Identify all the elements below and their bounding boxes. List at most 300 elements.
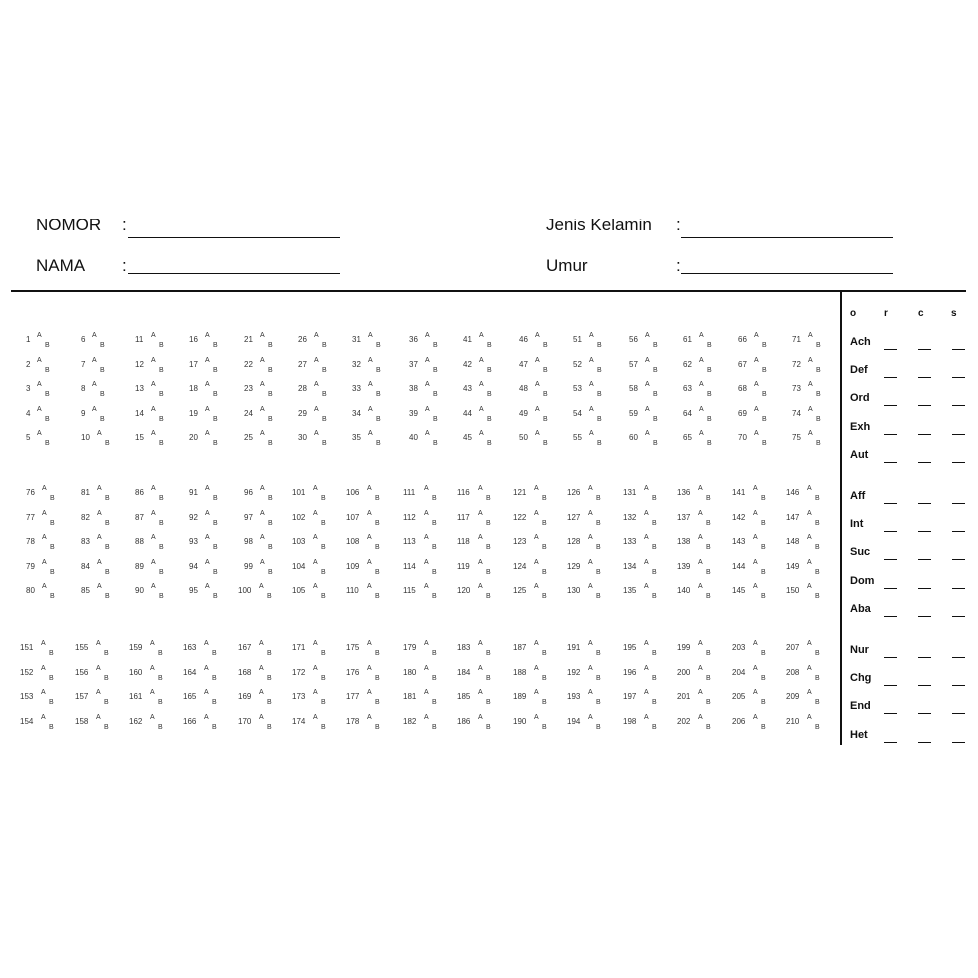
option-b[interactable]: B — [762, 342, 767, 349]
score-blank[interactable] — [918, 657, 931, 658]
option-b[interactable]: B — [432, 519, 437, 527]
option-a[interactable]: A — [425, 430, 430, 437]
option-a[interactable]: A — [260, 405, 265, 413]
option-a[interactable]: A — [424, 485, 429, 492]
score-blank[interactable] — [884, 713, 897, 714]
option-b[interactable]: B — [652, 568, 657, 576]
score-blank[interactable] — [952, 616, 965, 617]
score-blank[interactable] — [884, 503, 897, 504]
option-a[interactable]: A — [808, 381, 813, 388]
option-a[interactable]: A — [478, 509, 483, 517]
option-b[interactable]: B — [322, 366, 327, 374]
option-a[interactable]: A — [205, 332, 210, 339]
score-blank[interactable] — [884, 559, 897, 560]
option-a[interactable]: A — [645, 332, 650, 339]
option-b[interactable]: B — [159, 440, 164, 447]
option-a[interactable]: A — [92, 332, 97, 339]
option-b[interactable]: B — [268, 366, 273, 374]
option-b[interactable]: B — [158, 674, 163, 682]
option-a[interactable]: A — [644, 713, 649, 721]
option-b[interactable]: B — [159, 593, 164, 600]
option-b[interactable]: B — [375, 723, 380, 731]
option-b[interactable]: B — [596, 650, 601, 657]
option-b[interactable]: B — [542, 495, 547, 502]
option-b[interactable]: B — [268, 391, 273, 398]
score-blank[interactable] — [952, 434, 965, 435]
option-b[interactable]: B — [100, 366, 105, 374]
option-a[interactable]: A — [151, 356, 156, 364]
option-b[interactable]: B — [375, 650, 380, 657]
option-a[interactable]: A — [259, 640, 264, 647]
option-b[interactable]: B — [104, 674, 109, 682]
option-a[interactable]: A — [151, 509, 156, 517]
option-b[interactable]: B — [816, 415, 821, 423]
option-a[interactable]: A — [644, 509, 649, 517]
option-a[interactable]: A — [259, 689, 264, 696]
option-b[interactable]: B — [50, 593, 55, 600]
option-b[interactable]: B — [376, 440, 381, 447]
option-b[interactable]: B — [45, 415, 50, 423]
option-b[interactable]: B — [50, 544, 55, 551]
score-blank[interactable] — [884, 462, 897, 463]
option-a[interactable]: A — [754, 356, 759, 364]
option-a[interactable]: A — [479, 430, 484, 437]
option-b[interactable]: B — [375, 568, 380, 576]
option-a[interactable]: A — [204, 713, 209, 721]
option-b[interactable]: B — [45, 440, 50, 447]
option-a[interactable]: A — [807, 664, 812, 672]
option-a[interactable]: A — [368, 332, 373, 339]
option-a[interactable]: A — [205, 583, 210, 590]
option-b[interactable]: B — [597, 366, 602, 374]
option-b[interactable]: B — [596, 593, 601, 600]
option-a[interactable]: A — [204, 689, 209, 696]
option-b[interactable]: B — [706, 723, 711, 731]
option-a[interactable]: A — [150, 713, 155, 721]
option-a[interactable]: A — [260, 485, 265, 492]
option-a[interactable]: A — [150, 689, 155, 696]
option-b[interactable]: B — [321, 593, 326, 600]
option-b[interactable]: B — [542, 699, 547, 706]
score-blank[interactable] — [952, 588, 965, 589]
option-b[interactable]: B — [652, 650, 657, 657]
option-b[interactable]: B — [268, 495, 273, 502]
option-b[interactable]: B — [543, 391, 548, 398]
option-a[interactable]: A — [754, 381, 759, 388]
option-a[interactable]: A — [589, 405, 594, 413]
option-b[interactable]: B — [487, 342, 492, 349]
option-a[interactable]: A — [644, 640, 649, 647]
option-b[interactable]: B — [104, 699, 109, 706]
option-b[interactable]: B — [322, 342, 327, 349]
option-b[interactable]: B — [815, 699, 820, 706]
option-a[interactable]: A — [478, 583, 483, 590]
option-b[interactable]: B — [761, 544, 766, 551]
option-b[interactable]: B — [375, 544, 380, 551]
option-a[interactable]: A — [314, 381, 319, 388]
option-a[interactable]: A — [754, 430, 759, 437]
score-blank[interactable] — [918, 405, 931, 406]
option-b[interactable]: B — [433, 391, 438, 398]
option-b[interactable]: B — [487, 391, 492, 398]
score-blank[interactable] — [918, 503, 931, 504]
option-b[interactable]: B — [543, 440, 548, 447]
option-a[interactable]: A — [151, 583, 156, 590]
option-a[interactable]: A — [42, 583, 47, 590]
option-a[interactable]: A — [753, 664, 758, 672]
option-b[interactable]: B — [432, 699, 437, 706]
option-a[interactable]: A — [479, 332, 484, 339]
option-b[interactable]: B — [158, 699, 163, 706]
score-blank[interactable] — [952, 685, 965, 686]
option-a[interactable]: A — [92, 381, 97, 388]
option-a[interactable]: A — [698, 713, 703, 721]
option-a[interactable]: A — [367, 485, 372, 492]
option-a[interactable]: A — [807, 485, 812, 492]
option-a[interactable]: A — [368, 381, 373, 388]
option-a[interactable]: A — [37, 430, 42, 437]
option-b[interactable]: B — [542, 519, 547, 527]
option-b[interactable]: B — [433, 342, 438, 349]
score-blank[interactable] — [884, 349, 897, 350]
option-b[interactable]: B — [653, 415, 658, 423]
option-b[interactable]: B — [543, 415, 548, 423]
option-b[interactable]: B — [321, 650, 326, 657]
option-b[interactable]: B — [376, 342, 381, 349]
option-a[interactable]: A — [97, 509, 102, 517]
score-blank[interactable] — [952, 462, 965, 463]
option-b[interactable]: B — [49, 723, 54, 731]
option-a[interactable]: A — [534, 558, 539, 566]
option-a[interactable]: A — [807, 583, 812, 590]
option-a[interactable]: A — [807, 534, 812, 541]
option-b[interactable]: B — [761, 650, 766, 657]
option-a[interactable]: A — [699, 430, 704, 437]
option-a[interactable]: A — [41, 689, 46, 696]
option-a[interactable]: A — [479, 405, 484, 413]
score-blank[interactable] — [918, 462, 931, 463]
option-b[interactable]: B — [213, 568, 218, 576]
option-b[interactable]: B — [816, 366, 821, 374]
option-a[interactable]: A — [205, 485, 210, 492]
option-a[interactable]: A — [808, 356, 813, 364]
score-blank[interactable] — [884, 434, 897, 435]
option-a[interactable]: A — [368, 430, 373, 437]
option-a[interactable]: A — [588, 664, 593, 672]
option-b[interactable]: B — [45, 391, 50, 398]
option-b[interactable]: B — [376, 391, 381, 398]
option-b[interactable]: B — [761, 674, 766, 682]
option-a[interactable]: A — [367, 558, 372, 566]
option-b[interactable]: B — [706, 519, 711, 527]
score-blank[interactable] — [884, 588, 897, 589]
option-a[interactable]: A — [205, 381, 210, 388]
option-b[interactable]: B — [433, 415, 438, 423]
option-b[interactable]: B — [486, 674, 491, 682]
option-a[interactable]: A — [260, 558, 265, 566]
score-blank[interactable] — [884, 377, 897, 378]
option-a[interactable]: A — [260, 534, 265, 541]
score-blank[interactable] — [952, 657, 965, 658]
option-b[interactable]: B — [268, 544, 273, 551]
option-a[interactable]: A — [97, 558, 102, 566]
option-a[interactable]: A — [478, 640, 483, 647]
option-a[interactable]: A — [644, 485, 649, 492]
option-a[interactable]: A — [425, 405, 430, 413]
score-blank[interactable] — [952, 559, 965, 560]
option-b[interactable]: B — [706, 699, 711, 706]
option-b[interactable]: B — [652, 544, 657, 551]
option-a[interactable]: A — [698, 640, 703, 647]
option-a[interactable]: A — [535, 332, 540, 339]
option-b[interactable]: B — [597, 342, 602, 349]
option-b[interactable]: B — [321, 568, 326, 576]
option-b[interactable]: B — [761, 723, 766, 731]
option-a[interactable]: A — [645, 405, 650, 413]
score-blank[interactable] — [918, 742, 931, 743]
option-b[interactable]: B — [213, 495, 218, 502]
option-a[interactable]: A — [367, 509, 372, 517]
option-a[interactable]: A — [807, 713, 812, 721]
score-blank[interactable] — [952, 503, 965, 504]
option-b[interactable]: B — [652, 519, 657, 527]
option-b[interactable]: B — [375, 593, 380, 600]
option-a[interactable]: A — [42, 509, 47, 517]
score-blank[interactable] — [884, 616, 897, 617]
option-a[interactable]: A — [534, 583, 539, 590]
option-b[interactable]: B — [267, 674, 272, 682]
option-b[interactable]: B — [105, 544, 110, 551]
option-a[interactable]: A — [42, 534, 47, 541]
option-b[interactable]: B — [45, 342, 50, 349]
option-b[interactable]: B — [543, 366, 548, 374]
option-a[interactable]: A — [534, 689, 539, 696]
option-b[interactable]: B — [159, 495, 164, 502]
option-a[interactable]: A — [807, 509, 812, 517]
option-b[interactable]: B — [486, 699, 491, 706]
option-a[interactable]: A — [151, 405, 156, 413]
option-b[interactable]: B — [268, 342, 273, 349]
option-a[interactable]: A — [589, 430, 594, 437]
option-a[interactable]: A — [313, 640, 318, 647]
option-b[interactable]: B — [159, 342, 164, 349]
option-b[interactable]: B — [486, 519, 491, 527]
option-b[interactable]: B — [321, 544, 326, 551]
option-a[interactable]: A — [37, 405, 42, 413]
option-a[interactable]: A — [41, 640, 46, 647]
option-a[interactable]: A — [424, 583, 429, 590]
option-a[interactable]: A — [753, 689, 758, 696]
option-b[interactable]: B — [433, 366, 438, 374]
option-b[interactable]: B — [486, 568, 491, 576]
option-a[interactable]: A — [205, 405, 210, 413]
option-b[interactable]: B — [213, 391, 218, 398]
option-a[interactable]: A — [478, 558, 483, 566]
option-a[interactable]: A — [424, 664, 429, 672]
option-a[interactable]: A — [698, 664, 703, 672]
option-b[interactable]: B — [706, 568, 711, 576]
option-a[interactable]: A — [534, 485, 539, 492]
score-blank[interactable] — [918, 685, 931, 686]
option-a[interactable]: A — [698, 689, 703, 696]
option-a[interactable]: A — [313, 534, 318, 541]
option-b[interactable]: B — [652, 674, 657, 682]
option-b[interactable]: B — [486, 723, 491, 731]
option-a[interactable]: A — [259, 713, 264, 721]
option-a[interactable]: A — [807, 640, 812, 647]
option-a[interactable]: A — [37, 332, 42, 339]
option-a[interactable]: A — [367, 713, 372, 721]
score-blank[interactable] — [918, 531, 931, 532]
option-a[interactable]: A — [478, 689, 483, 696]
option-b[interactable]: B — [653, 342, 658, 349]
option-a[interactable]: A — [97, 534, 102, 541]
option-b[interactable]: B — [268, 415, 273, 423]
option-a[interactable]: A — [367, 583, 372, 590]
option-a[interactable]: A — [204, 640, 209, 647]
option-a[interactable]: A — [589, 381, 594, 388]
option-a[interactable]: A — [808, 430, 813, 437]
option-a[interactable]: A — [588, 689, 593, 696]
option-a[interactable]: A — [588, 509, 593, 517]
option-b[interactable]: B — [815, 495, 820, 502]
option-b[interactable]: B — [100, 391, 105, 398]
option-b[interactable]: B — [212, 650, 217, 657]
option-b[interactable]: B — [375, 495, 380, 502]
score-blank[interactable] — [918, 588, 931, 589]
option-b[interactable]: B — [815, 519, 820, 527]
option-a[interactable]: A — [534, 664, 539, 672]
option-b[interactable]: B — [105, 593, 110, 600]
option-b[interactable]: B — [159, 519, 164, 527]
option-b[interactable]: B — [213, 544, 218, 551]
option-b[interactable]: B — [213, 366, 218, 374]
option-a[interactable]: A — [259, 664, 264, 672]
option-b[interactable]: B — [432, 544, 437, 551]
score-blank[interactable] — [952, 405, 965, 406]
option-b[interactable]: B — [433, 440, 438, 447]
option-a[interactable]: A — [367, 534, 372, 541]
option-a[interactable]: A — [645, 356, 650, 364]
option-b[interactable]: B — [432, 723, 437, 731]
option-a[interactable]: A — [699, 405, 704, 413]
option-a[interactable]: A — [698, 583, 703, 590]
option-b[interactable]: B — [322, 415, 327, 423]
option-b[interactable]: B — [815, 650, 820, 657]
option-a[interactable]: A — [151, 332, 156, 339]
option-a[interactable]: A — [479, 381, 484, 388]
option-b[interactable]: B — [267, 699, 272, 706]
option-b[interactable]: B — [597, 391, 602, 398]
option-b[interactable]: B — [105, 519, 110, 527]
option-a[interactable]: A — [151, 534, 156, 541]
option-a[interactable]: A — [97, 583, 102, 590]
option-b[interactable]: B — [321, 674, 326, 682]
option-b[interactable]: B — [816, 391, 821, 398]
option-b[interactable]: B — [159, 391, 164, 398]
option-b[interactable]: B — [50, 495, 55, 502]
score-blank[interactable] — [952, 742, 965, 743]
option-a[interactable]: A — [150, 640, 155, 647]
score-blank[interactable] — [952, 349, 965, 350]
option-a[interactable]: A — [313, 689, 318, 696]
option-b[interactable]: B — [542, 544, 547, 551]
option-b[interactable]: B — [542, 650, 547, 657]
option-b[interactable]: B — [596, 568, 601, 576]
option-a[interactable]: A — [588, 640, 593, 647]
option-a[interactable]: A — [534, 534, 539, 541]
option-a[interactable]: A — [151, 485, 156, 492]
option-a[interactable]: A — [753, 583, 758, 590]
score-blank[interactable] — [918, 559, 931, 560]
option-b[interactable]: B — [267, 650, 272, 657]
option-a[interactable]: A — [424, 713, 429, 721]
option-b[interactable]: B — [49, 674, 54, 682]
score-blank[interactable] — [884, 405, 897, 406]
option-a[interactable]: A — [41, 664, 46, 672]
option-a[interactable]: A — [367, 640, 372, 647]
option-a[interactable]: A — [425, 356, 430, 364]
option-b[interactable]: B — [596, 699, 601, 706]
option-a[interactable]: A — [753, 713, 758, 721]
option-a[interactable]: A — [753, 640, 758, 647]
option-b[interactable]: B — [105, 440, 110, 447]
score-blank[interactable] — [918, 434, 931, 435]
option-a[interactable]: A — [368, 405, 373, 413]
option-b[interactable]: B — [212, 674, 217, 682]
option-b[interactable]: B — [596, 723, 601, 731]
option-a[interactable]: A — [535, 405, 540, 413]
option-a[interactable]: A — [425, 332, 430, 339]
option-a[interactable]: A — [96, 689, 101, 696]
option-a[interactable]: A — [205, 430, 210, 437]
option-b[interactable]: B — [432, 495, 437, 502]
option-b[interactable]: B — [597, 440, 602, 447]
option-b[interactable]: B — [597, 415, 602, 423]
option-a[interactable]: A — [151, 381, 156, 388]
option-b[interactable]: B — [159, 544, 164, 551]
score-blank[interactable] — [884, 742, 897, 743]
option-a[interactable]: A — [807, 558, 812, 566]
option-a[interactable]: A — [534, 640, 539, 647]
option-b[interactable]: B — [267, 723, 272, 731]
option-b[interactable]: B — [268, 440, 273, 447]
option-a[interactable]: A — [260, 356, 265, 364]
option-a[interactable]: A — [42, 485, 47, 492]
option-a[interactable]: A — [644, 664, 649, 672]
option-a[interactable]: A — [478, 713, 483, 721]
option-a[interactable]: A — [260, 430, 265, 437]
option-b[interactable]: B — [375, 699, 380, 706]
option-a[interactable]: A — [753, 485, 758, 492]
option-b[interactable]: B — [268, 519, 273, 527]
option-b[interactable]: B — [707, 391, 712, 398]
option-b[interactable]: B — [105, 495, 110, 502]
option-b[interactable]: B — [815, 544, 820, 551]
option-a[interactable]: A — [313, 664, 318, 672]
option-b[interactable]: B — [432, 674, 437, 682]
option-a[interactable]: A — [478, 534, 483, 541]
option-a[interactable]: A — [644, 558, 649, 566]
score-blank[interactable] — [884, 685, 897, 686]
option-a[interactable]: A — [424, 509, 429, 517]
option-b[interactable]: B — [322, 440, 327, 447]
option-b[interactable]: B — [321, 723, 326, 731]
option-b[interactable]: B — [543, 342, 548, 349]
option-a[interactable]: A — [424, 534, 429, 541]
option-a[interactable]: A — [96, 713, 101, 721]
option-a[interactable]: A — [205, 356, 210, 364]
